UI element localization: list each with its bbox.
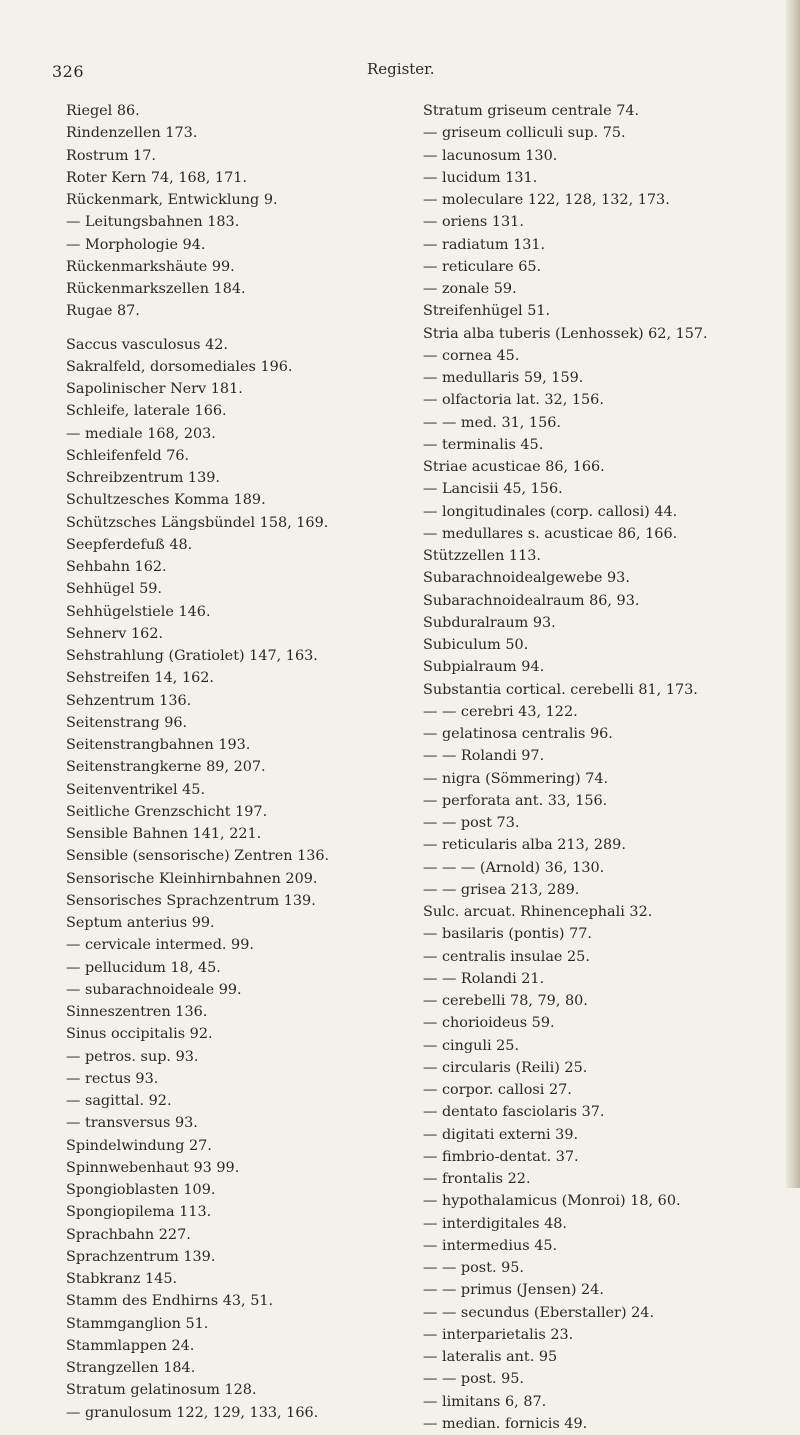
index-entry: Sehzentrum 136. bbox=[66, 692, 192, 709]
index-entry: — gelatinosa centralis 96. bbox=[423, 726, 613, 742]
index-entry: — — secundus (Eberstaller) 24. bbox=[423, 1304, 655, 1321]
index-entry: — reticulare 65. bbox=[423, 258, 542, 275]
index-entry: Sakralfeld, dorsomediales 196. bbox=[66, 358, 293, 375]
index-entry: — intermedius 45. bbox=[423, 1237, 558, 1254]
index-entry: — Lancisii 45, 156. bbox=[423, 481, 563, 498]
index-entry: — Morphologie 94. bbox=[66, 236, 206, 253]
index-entry: — subarachnoideale 99. bbox=[66, 981, 242, 998]
index-entry: Seitenstrang 96. bbox=[66, 714, 188, 731]
index-entry: — sagittal. 92. bbox=[66, 1093, 172, 1109]
index-entry: Stratum griseum centrale 74. bbox=[423, 103, 640, 119]
index-entry: — reticularis alba 213, 289. bbox=[423, 837, 626, 854]
index-entry: Subarachnoidealraum 86, 93. bbox=[423, 592, 640, 609]
index-entry: — — primus (Jensen) 24. bbox=[423, 1282, 604, 1299]
index-entry: Sulc. arcuat. Rhinencephali 32. bbox=[423, 904, 653, 920]
index-entry: Seitenstrangbahnen 193. bbox=[66, 737, 251, 753]
index-entry: — — grisea 213, 289. bbox=[423, 881, 580, 898]
index-entry: Subiculum 50. bbox=[423, 637, 529, 653]
index-entry: Sinus occipitalis 92. bbox=[66, 1026, 213, 1043]
index-entry: Spindelwindung 27. bbox=[66, 1137, 212, 1154]
index-entry: — zonale 59. bbox=[423, 281, 517, 297]
index-entry: Rindenzellen 173. bbox=[66, 125, 198, 142]
index-entry: Sehbahn 162. bbox=[66, 559, 167, 575]
index-entry: Subduralraum 93. bbox=[423, 614, 556, 631]
index-entry: Streifenhügel 51. bbox=[423, 303, 551, 320]
index-entry: Saccus vasculosus 42. bbox=[66, 336, 228, 353]
running-head: Register. bbox=[367, 60, 435, 78]
index-entry: Sensible Bahnen 141, 221. bbox=[66, 826, 262, 842]
index-entry: Rugae 87. bbox=[66, 303, 140, 320]
index-entry: — — Rolandi 21. bbox=[423, 970, 545, 987]
index-entry: — basilaris (pontis) 77. bbox=[423, 926, 592, 943]
index-entry: Rückenmarkszellen 184. bbox=[66, 281, 246, 297]
index-entry: Sehhügel 59. bbox=[66, 581, 162, 598]
index-entry: Sapolinischer Nerv 181. bbox=[66, 381, 243, 397]
index-entry: Sehstrahlung (Gratiolet) 147, 163. bbox=[66, 648, 318, 664]
index-entry: — medullares s. acusticae 86, 166. bbox=[423, 525, 678, 542]
index-entry: Seitenventrikel 45. bbox=[66, 781, 206, 798]
index-entry: — — — (Arnold) 36, 130. bbox=[423, 859, 605, 876]
index-entry: — pellucidum 18, 45. bbox=[66, 959, 221, 976]
index-entry: Seitliche Grenzschicht 197. bbox=[66, 803, 268, 820]
index-entry: Spinnwebenhaut 93 99. bbox=[66, 1159, 240, 1176]
index-column-left bbox=[66, 100, 396, 1424]
index-entry: — cinguli 25. bbox=[423, 1037, 520, 1054]
index-entry: Schleifenfeld 76. bbox=[66, 447, 190, 464]
index-entry: Stammlappen 24. bbox=[66, 1337, 195, 1354]
index-entry: Spongiopilema 113. bbox=[66, 1204, 212, 1221]
index-entry: Schleife, laterale 166. bbox=[66, 403, 227, 420]
index-entry: — — cerebri 43, 122. bbox=[423, 703, 578, 720]
index-entry: — cornea 45. bbox=[423, 347, 520, 364]
index-entry: — olfactoria lat. 32, 156. bbox=[423, 392, 604, 409]
index-entry: Stratum gelatinosum 128. bbox=[66, 1382, 257, 1399]
index-entry: — median. fornicis 49. bbox=[423, 1415, 588, 1432]
index-entry: — cervicale intermed. 99. bbox=[66, 937, 254, 954]
index-entry: — — post. 95. bbox=[423, 1260, 525, 1276]
index-entry: Schreibzentrum 139. bbox=[66, 470, 220, 486]
index-entry: Subarachnoidealgewebe 93. bbox=[423, 570, 630, 587]
index-entry: Sprachzentrum 139. bbox=[66, 1248, 216, 1265]
index-entry: Sinneszentren 136. bbox=[66, 1004, 208, 1020]
index-entry: Rückenmark, Entwicklung 9. bbox=[66, 192, 278, 208]
index-entry: — perforata ant. 33, 156. bbox=[423, 792, 608, 809]
index-entry: — granulosum 122, 129, 133, 166. bbox=[66, 1404, 319, 1421]
index-entry: — mediale 168, 203. bbox=[66, 425, 216, 442]
index-entry: — — med. 31, 156. bbox=[423, 414, 561, 431]
index-entry: — terminalis 45. bbox=[423, 436, 544, 453]
index-entry: Substantia cortical. cerebelli 81, 173. bbox=[423, 681, 698, 698]
index-entry: Seitenstrangkerne 89, 207. bbox=[66, 759, 266, 776]
index-entry: Septum anterius 99. bbox=[66, 915, 215, 931]
index-entry: Striae acusticae 86, 166. bbox=[423, 459, 605, 475]
index-entry: — — post 73. bbox=[423, 815, 520, 831]
index-entry: — radiatum 131. bbox=[423, 236, 546, 253]
index-entry: — dentato fasciolaris 37. bbox=[423, 1104, 605, 1121]
index-entry: Roter Kern 74, 168, 171. bbox=[66, 169, 247, 186]
index-entry: — interdigitales 48. bbox=[423, 1215, 567, 1232]
index-entry: — corpor. callosi 27. bbox=[423, 1082, 572, 1098]
index-entry: Schultzesches Komma 189. bbox=[66, 492, 266, 509]
index-entry: Sehhügelstiele 146. bbox=[66, 603, 211, 620]
index-entry: — — Rolandi 97. bbox=[423, 748, 545, 765]
index-entry: Rückenmarkshäute 99. bbox=[66, 258, 235, 275]
index-entry: Stria alba tuberis (Lenhossek) 62, 157. bbox=[423, 325, 708, 342]
index-entry: — rectus 93. bbox=[66, 1070, 159, 1087]
index-entry: Stützzellen 113. bbox=[423, 548, 541, 564]
index-entry: — circularis (Reili) 25. bbox=[423, 1059, 588, 1076]
index-entry: Stabkranz 145. bbox=[66, 1271, 178, 1287]
index-entry: — nigra (Sömmering) 74. bbox=[423, 770, 609, 787]
index-entry: — longitudinales (corp. callosi) 44. bbox=[423, 503, 678, 520]
index-entry: Sensorische Kleinhirnbahnen 209. bbox=[66, 870, 318, 887]
index-entry: Rostrum 17. bbox=[66, 147, 156, 164]
index-column-right bbox=[423, 100, 791, 1435]
index-entry: — moleculare 122, 128, 132, 173. bbox=[423, 192, 670, 208]
index-entry: Sensible (sensorische) Zentren 136. bbox=[66, 848, 330, 865]
index-entry: — transversus 93. bbox=[66, 1115, 198, 1132]
index-entry: — chorioideus 59. bbox=[423, 1015, 555, 1032]
index-entry: — — post. 95. bbox=[423, 1371, 525, 1388]
index-entry: — centralis insulae 25. bbox=[423, 948, 590, 965]
index-entry: — oriens 131. bbox=[423, 214, 524, 231]
index-entry: — cerebelli 78, 79, 80. bbox=[423, 993, 588, 1009]
index-entry: — medullaris 59, 159. bbox=[423, 370, 584, 386]
index-entry: Stammganglion 51. bbox=[66, 1315, 209, 1332]
index-entry: — hypothalamicus (Monroi) 18, 60. bbox=[423, 1193, 681, 1210]
index-entry: Sensorisches Sprachzentrum 139. bbox=[66, 892, 316, 909]
index-entry: — petros. sup. 93. bbox=[66, 1048, 199, 1065]
index-entry: — lacunosum 130. bbox=[423, 147, 558, 164]
index-entry: Sehnerv 162. bbox=[66, 625, 164, 642]
page-number: 326 bbox=[52, 62, 85, 81]
index-entry: Riegel 86. bbox=[66, 103, 140, 119]
index-entry: Sprachbahn 227. bbox=[66, 1226, 191, 1243]
index-entry: — interparietalis 23. bbox=[423, 1326, 574, 1343]
index-entry: Sehstreifen 14, 162. bbox=[66, 670, 214, 687]
index-entry: — frontalis 22. bbox=[423, 1171, 531, 1187]
index-entry: — Leitungsbahnen 183. bbox=[66, 214, 240, 231]
index-entry: Spongioblasten 109. bbox=[66, 1182, 216, 1198]
index-entry: Stamm des Endhirns 43, 51. bbox=[66, 1293, 274, 1310]
index-entry: Seepferdefuß 48. bbox=[66, 536, 193, 553]
index-entry: — lateralis ant. 95 bbox=[423, 1349, 558, 1365]
index-entry: Subpialraum 94. bbox=[423, 659, 545, 676]
index-entry: Strangzellen 184. bbox=[66, 1360, 196, 1376]
index-entry: — digitati externi 39. bbox=[423, 1126, 579, 1143]
index-entry: Schützsches Längsbündel 158, 169. bbox=[66, 514, 329, 531]
index-entry: — limitans 6, 87. bbox=[423, 1393, 547, 1410]
index-entry: — griseum colliculi sup. 75. bbox=[423, 125, 626, 142]
index-entry: — lucidum 131. bbox=[423, 169, 538, 186]
index-entry: — fimbrio-dentat. 37. bbox=[423, 1148, 579, 1165]
